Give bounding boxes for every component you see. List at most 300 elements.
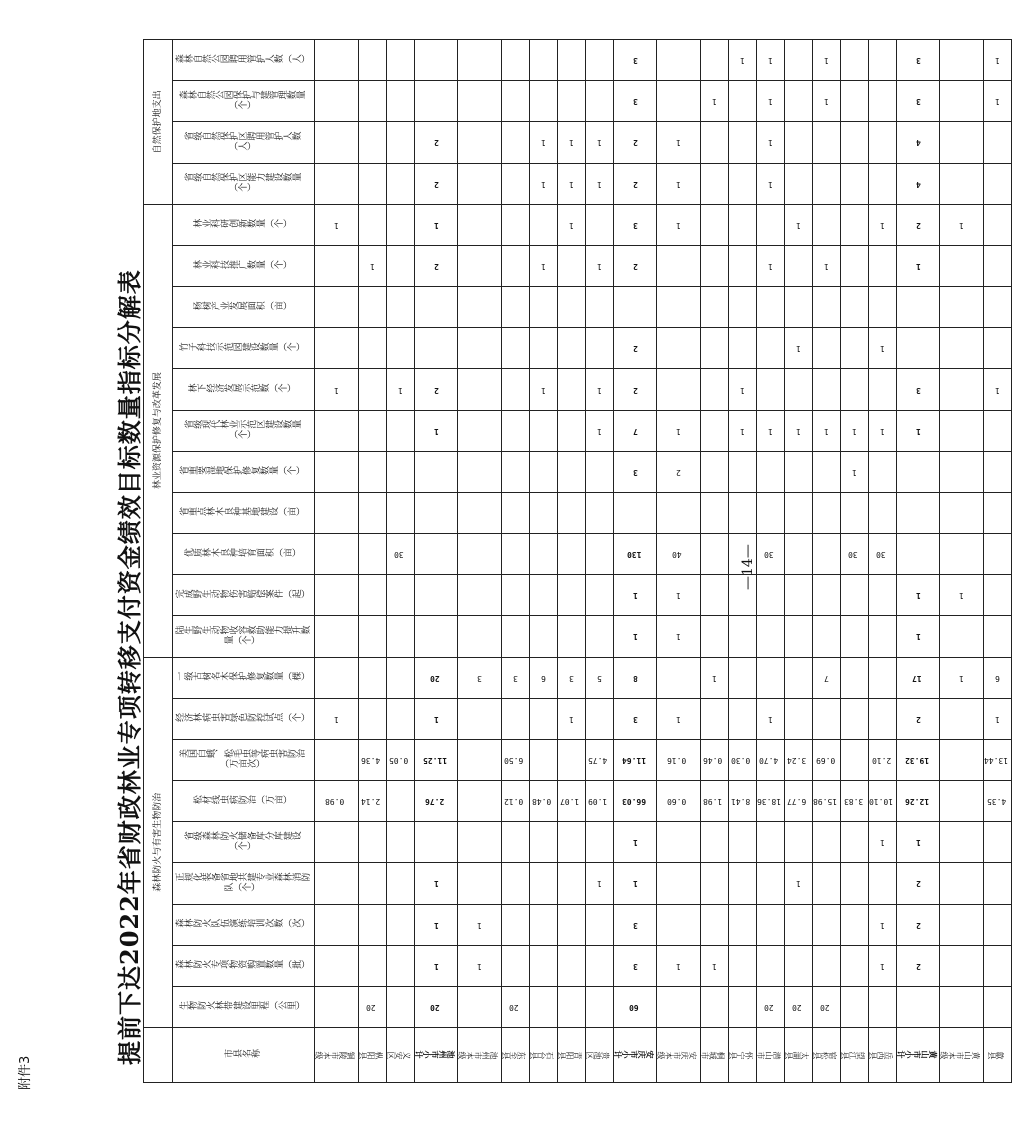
cell-value: 30 (876, 550, 887, 560)
table-cell (729, 40, 757, 81)
cell-value: 1 (739, 426, 745, 436)
row-name: 岳西县 (869, 1051, 894, 1060)
table-cell (701, 616, 729, 657)
table-cell (757, 492, 785, 533)
table-cell (387, 616, 415, 657)
table-cell (586, 246, 614, 287)
table-cell (458, 246, 502, 287)
table-cell (984, 328, 1012, 369)
table-cell (701, 698, 729, 739)
table-cell (359, 287, 387, 328)
column-header-label: 森林自然公园保护与建管理数量（个） (179, 91, 305, 112)
row-name-cell (614, 1028, 657, 1083)
table-cell (984, 904, 1012, 945)
row-name-cell (558, 1028, 586, 1083)
table-cell (502, 328, 530, 369)
table-cell (586, 822, 614, 863)
table-cell (757, 410, 785, 451)
table-cell (701, 204, 729, 245)
cell-value: 1 (958, 220, 964, 230)
cell-value: 0.46 (703, 755, 723, 765)
cell-value: 1 (568, 714, 574, 724)
table-cell (701, 287, 729, 328)
table-cell (614, 163, 657, 204)
table-cell (785, 492, 813, 533)
table-cell (315, 328, 359, 369)
table-cell (502, 904, 530, 945)
column-header-label: 省重点林木良种基地建设（亩） (179, 508, 305, 519)
cell-value: 1 (795, 220, 801, 230)
table-row (657, 40, 701, 1083)
table-cell (415, 81, 458, 122)
table-cell (657, 698, 701, 739)
cell-value: 0.30 (731, 755, 751, 765)
table-cell (701, 945, 729, 986)
table-cell (614, 945, 657, 986)
table-cell (415, 246, 458, 287)
table-cell (657, 904, 701, 945)
row-name: 望江县 (841, 1051, 866, 1060)
table-cell (458, 410, 502, 451)
table-cell (586, 616, 614, 657)
table-cell (701, 328, 729, 369)
table-cell (586, 863, 614, 904)
table-cell (586, 40, 614, 81)
table-cell (315, 657, 359, 698)
column-header-label: 生物防火林带建设里程（公里） (179, 1001, 305, 1012)
cell-value: 1 (851, 426, 857, 436)
cell-value: 1 (434, 220, 439, 230)
cell-value: 2 (916, 920, 922, 930)
cell-value: 1 (596, 262, 602, 272)
table-cell (940, 781, 984, 822)
cell-value: 7 (633, 426, 638, 436)
table-cell (841, 81, 869, 122)
cell-value: 20 (430, 1002, 440, 1012)
cell-value: 3 (916, 385, 922, 395)
table-cell (586, 534, 614, 575)
table-cell (415, 739, 458, 780)
table-cell (315, 287, 359, 328)
table-cell (940, 163, 984, 204)
table-cell (586, 410, 614, 451)
table-cell (841, 945, 869, 986)
table-cell (701, 739, 729, 780)
column-header-label: 优质林木良种培育面积（亩） (183, 549, 301, 560)
cell-value: 1 (596, 385, 602, 395)
table-cell (757, 616, 785, 657)
table-cell (813, 904, 841, 945)
table-cell (657, 246, 701, 287)
table-cell (458, 122, 502, 163)
table-cell (940, 863, 984, 904)
cell-value: 30 (764, 550, 774, 560)
cell-value: 2 (675, 467, 681, 477)
table-cell (657, 863, 701, 904)
table-cell (729, 739, 757, 780)
cell-value: 1 (767, 179, 773, 189)
table-cell (415, 534, 458, 575)
table-cell (984, 986, 1012, 1027)
row-name: 枞阳县 (359, 1051, 383, 1060)
table-cell (315, 698, 359, 739)
column-header-label: 森林防火队伍演练培训次数（次） (174, 919, 310, 930)
cell-value: 1 (767, 714, 773, 724)
column-header-label: 美国白蛾、松毛虫等病虫害防治（万亩次） (179, 749, 305, 770)
table-cell (841, 986, 869, 1027)
table-cell (614, 657, 657, 698)
table-cell (315, 204, 359, 245)
table-cell (984, 369, 1012, 410)
row-name-cell (869, 1028, 897, 1083)
cell-value: 19.32 (905, 755, 930, 765)
cell-value: 1 (767, 426, 773, 436)
table-cell (530, 287, 558, 328)
table-cell (701, 40, 729, 81)
table-cell (586, 575, 614, 616)
table-cell (657, 451, 701, 492)
table-cell (614, 492, 657, 533)
table-cell (841, 287, 869, 328)
table-cell (813, 204, 841, 245)
table-cell (359, 863, 387, 904)
table-cell (530, 945, 558, 986)
cell-value: 13.44 (984, 755, 1009, 765)
table-cell (657, 204, 701, 245)
table-cell (458, 616, 502, 657)
cell-value: 2.14 (361, 797, 381, 807)
table-cell (701, 122, 729, 163)
table-cell (614, 575, 657, 616)
table-cell (530, 904, 558, 945)
table-cell (940, 40, 984, 81)
cell-value: 1 (767, 138, 773, 148)
table-cell (701, 986, 729, 1027)
cell-value: 3 (633, 220, 638, 230)
table-cell (657, 534, 701, 575)
table-cell (502, 81, 530, 122)
table-cell (757, 575, 785, 616)
row-name: 怀宁县 (729, 1051, 753, 1060)
table-cell (813, 492, 841, 533)
cell-value: 2 (633, 385, 638, 395)
table-cell (897, 822, 940, 863)
table-cell (869, 204, 897, 245)
cell-value: 1 (476, 920, 482, 930)
table-cell (387, 575, 415, 616)
table-cell (984, 81, 1012, 122)
cell-value: 20 (430, 673, 440, 683)
table-cell (415, 410, 458, 451)
cell-value: 3 (633, 97, 638, 107)
column-header-16 (173, 369, 315, 410)
table-cell (359, 575, 387, 616)
table-cell (897, 492, 940, 533)
table-cell (558, 534, 586, 575)
table-cell (940, 451, 984, 492)
table-cell (387, 204, 415, 245)
table-cell (359, 40, 387, 81)
table-cell (315, 492, 359, 533)
table-cell (785, 287, 813, 328)
column-header-15 (173, 410, 315, 451)
row-name: 太湖县 (785, 1051, 810, 1060)
table-cell (729, 575, 757, 616)
table-cell (984, 534, 1012, 575)
table-cell (315, 122, 359, 163)
cell-value: 1 (596, 179, 602, 189)
table-cell (729, 657, 757, 698)
table-cell (387, 534, 415, 575)
table-cell (502, 616, 530, 657)
table-cell (897, 81, 940, 122)
table-cell (315, 945, 359, 986)
table-cell (729, 986, 757, 1027)
table-cell (359, 739, 387, 780)
table-cell (940, 698, 984, 739)
table-cell (530, 657, 558, 698)
table-cell (558, 451, 586, 492)
table-cell (359, 410, 387, 451)
table-cell (869, 451, 897, 492)
table-cell (359, 204, 387, 245)
table-cell (869, 163, 897, 204)
cell-value: 1 (333, 220, 339, 230)
cell-value: 1 (995, 714, 1000, 724)
table-cell (841, 904, 869, 945)
table-cell (558, 904, 586, 945)
table-cell (757, 163, 785, 204)
table-cell (586, 945, 614, 986)
cell-value: 1 (879, 838, 885, 848)
table-cell (458, 698, 502, 739)
table-cell (614, 534, 657, 575)
column-header-22 (173, 122, 315, 163)
table-cell (897, 246, 940, 287)
cell-value: 3.24 (787, 755, 807, 765)
table-cell (359, 246, 387, 287)
table-cell (785, 863, 813, 904)
table-cell (869, 328, 897, 369)
cell-value: 2 (916, 220, 922, 230)
cell-value: 2 (434, 262, 439, 272)
table-cell (940, 122, 984, 163)
table-cell (315, 81, 359, 122)
table-cell (315, 451, 359, 492)
table-cell (729, 863, 757, 904)
table-row (785, 40, 813, 1083)
table-cell (530, 534, 558, 575)
column-header-label: 林下经济发展示范数（个） (188, 384, 296, 395)
row-name-cell (841, 1028, 869, 1083)
cell-value: 20 (509, 1002, 519, 1012)
table-cell (458, 163, 502, 204)
cell-value: 1 (596, 879, 602, 889)
table-cell (841, 534, 869, 575)
table-cell (502, 246, 530, 287)
table-cell (657, 616, 701, 657)
table-cell (530, 739, 558, 780)
table-cell (502, 945, 530, 986)
table-cell (458, 287, 502, 328)
table-cell (785, 451, 813, 492)
table-cell (841, 616, 869, 657)
table-cell (841, 40, 869, 81)
table-cell (869, 616, 897, 657)
column-header-label: 森林自然公园聘用管护人数（人） (174, 55, 310, 66)
table-cell (530, 81, 558, 122)
table-cell (897, 369, 940, 410)
cell-value: 7 (823, 673, 829, 683)
cell-value: 20 (792, 1002, 802, 1012)
table-cell (701, 534, 729, 575)
table-row (586, 40, 614, 1083)
table-cell (657, 575, 701, 616)
table-row (701, 40, 729, 1083)
table-cell (940, 287, 984, 328)
row-name: 歙县 (988, 1051, 1005, 1060)
table-cell (387, 451, 415, 492)
table-cell (530, 328, 558, 369)
table-cell (757, 534, 785, 575)
table-cell (984, 575, 1012, 616)
table-cell (813, 81, 841, 122)
table-cell (729, 781, 757, 822)
table-cell (315, 781, 359, 822)
row-name-cell (701, 1028, 729, 1083)
row-name-cell (359, 1028, 387, 1083)
table-cell (729, 328, 757, 369)
cell-value: 1 (675, 961, 681, 971)
table-cell (415, 575, 458, 616)
column-header-5 (173, 822, 315, 863)
table-cell (558, 40, 586, 81)
table-cell (940, 81, 984, 122)
table-cell (701, 863, 729, 904)
cell-value: 6 (995, 673, 1000, 683)
table-cell (502, 575, 530, 616)
table-cell (657, 945, 701, 986)
table-cell (940, 534, 984, 575)
table-cell (897, 410, 940, 451)
table-cell (841, 204, 869, 245)
cell-value: 66.03 (621, 797, 647, 807)
table-cell (729, 904, 757, 945)
table-cell (701, 781, 729, 822)
table-cell (614, 616, 657, 657)
cell-value: 2 (434, 138, 439, 148)
table-cell (940, 986, 984, 1027)
cell-value: 2 (916, 714, 922, 724)
cell-value: 1 (675, 138, 681, 148)
table-cell (657, 287, 701, 328)
table-cell (614, 698, 657, 739)
table-cell (458, 575, 502, 616)
cell-value: 0.98 (325, 797, 345, 807)
cell-value: 1 (916, 632, 922, 642)
table-cell (502, 863, 530, 904)
cell-value: 4 (916, 179, 922, 189)
table-cell (502, 781, 530, 822)
table-cell (502, 369, 530, 410)
row-name-cell (657, 1028, 701, 1083)
row-name-cell (729, 1028, 757, 1083)
table-cell (869, 246, 897, 287)
table-cell (530, 575, 558, 616)
table-cell (729, 163, 757, 204)
cell-value: 2 (633, 138, 638, 148)
table-cell (558, 163, 586, 204)
table-cell (387, 328, 415, 369)
row-name: 桐城市 (701, 1051, 725, 1060)
table-cell (940, 246, 984, 287)
row-name: 宿松县 (813, 1051, 838, 1060)
table-cell (502, 739, 530, 780)
table-cell (785, 575, 813, 616)
table-cell (315, 575, 359, 616)
table-cell (785, 122, 813, 163)
cell-value: 1 (767, 262, 773, 272)
table-cell (502, 492, 530, 533)
table-cell (586, 739, 614, 780)
table-cell (841, 822, 869, 863)
table-cell (586, 287, 614, 328)
table-cell (729, 122, 757, 163)
table-row (458, 40, 502, 1083)
table-cell (502, 698, 530, 739)
table-cell (530, 369, 558, 410)
table-cell (558, 986, 586, 1027)
table-cell (586, 451, 614, 492)
table-cell (586, 657, 614, 698)
table-cell (869, 369, 897, 410)
column-header-label: 市县名称 (224, 1050, 260, 1060)
table-cell (757, 40, 785, 81)
cell-value: 4.35 (986, 797, 1006, 807)
table-cell (813, 822, 841, 863)
table-cell (530, 986, 558, 1027)
table-cell (729, 492, 757, 533)
table-cell (657, 492, 701, 533)
table-cell (813, 163, 841, 204)
table-cell (785, 246, 813, 287)
table-cell (813, 863, 841, 904)
cell-value: 1 (675, 220, 681, 230)
cell-value: 3 (476, 673, 482, 683)
cell-value: 18.36 (757, 797, 782, 807)
table-cell (984, 122, 1012, 163)
table-cell (458, 534, 502, 575)
table-cell (813, 698, 841, 739)
table-cell (757, 904, 785, 945)
cell-value: 11.25 (422, 755, 448, 765)
cell-value: 1 (823, 426, 829, 436)
table-cell (757, 822, 785, 863)
row-name: 贵池区 (586, 1051, 610, 1060)
table-cell (315, 822, 359, 863)
table-cell (530, 204, 558, 245)
cell-value: 17 (912, 673, 923, 683)
column-header-label: 林业科技推广数量（个） (192, 261, 292, 272)
table-cell (315, 616, 359, 657)
column-header-17 (173, 328, 315, 369)
column-header-21 (173, 163, 315, 204)
table-cell (458, 369, 502, 410)
cell-value: 6.50 (504, 755, 524, 765)
table-cell (502, 657, 530, 698)
table-cell (813, 781, 841, 822)
cell-value: 1 (767, 97, 773, 107)
